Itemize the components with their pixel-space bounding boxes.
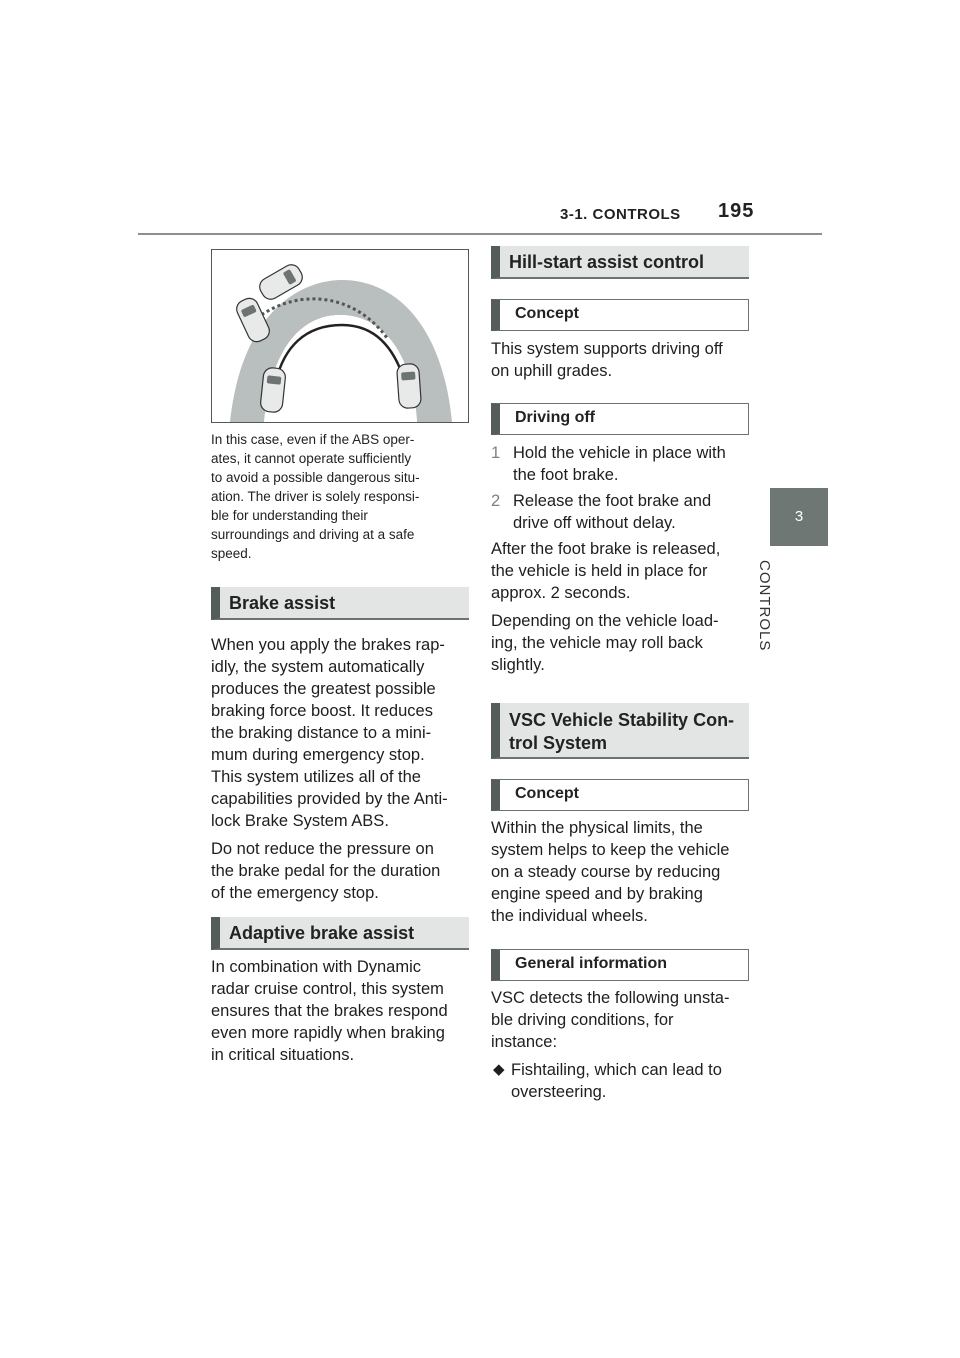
vsc-concept-paragraph: Within the physical limits, the system helps to keep the vehicle on a steady course by reducing engine speed and by braking the individual wheels. xyxy=(491,819,730,925)
bullet-icon: ◆ xyxy=(493,1061,505,1078)
page-number: 195 xyxy=(718,200,755,222)
subheading-vsc-concept: Concept xyxy=(491,779,749,811)
subheading-concept: Concept xyxy=(491,299,749,331)
hill-start-paragraph-2: Depending on the vehicle load- ing, the vehicle may roll back slightly. xyxy=(491,612,719,674)
heading-hill-start-assist: Hill-start assist control xyxy=(491,246,749,279)
heading-adaptive-brake-assist: Adaptive brake assist xyxy=(211,917,469,950)
step-item xyxy=(491,490,753,534)
step-text: Release the foot brake and drive off without delay. xyxy=(513,492,712,532)
brake-assist-paragraph-2: Do not reduce the pressure on the brake pedal for the duration of the emergency stop. xyxy=(211,840,441,902)
bullet-item xyxy=(491,1059,753,1103)
hill-start-steps xyxy=(491,442,753,682)
subheading-driving-off: Driving off xyxy=(491,403,749,435)
subheading-general-information: General information xyxy=(491,949,749,981)
chapter-label-text: CONTROLS xyxy=(756,560,773,652)
hill-start-paragraph-1: After the foot brake is released, the vehicle is held in place for approx. 2 seconds. xyxy=(491,540,721,602)
hill-start-concept-text xyxy=(491,338,753,388)
step-number: 1 xyxy=(491,444,501,462)
caption-text: In this case, even if the ABS oper- ates, it cannot operate sufficiently to avoid a possible dangerous situ- ation. The driver is solely responsi- ble for understanding their surroundings and driving at a safe speed. xyxy=(211,432,420,561)
adaptive-brake-assist-paragraph: In combination with Dynamic radar cruise control, this system ensures that the brakes respond even more rapidly when braking in critical situations. xyxy=(211,958,448,1064)
step-number: 2 xyxy=(491,492,501,510)
curve-road-drawing xyxy=(212,250,468,422)
chapter-tab: 3 xyxy=(770,488,828,546)
abs-curve-illustration xyxy=(211,249,469,423)
figure-caption xyxy=(211,430,471,563)
heading-vsc: VSC Vehicle Stability Con- trol System xyxy=(491,703,749,759)
bullet-text: Fishtailing, which can lead to oversteering. xyxy=(511,1061,722,1101)
vsc-general-text xyxy=(491,987,753,1103)
hill-start-concept-paragraph: This system supports driving off on uphill grades. xyxy=(491,340,723,380)
section-title: 3-1. CONTROLS xyxy=(560,206,681,223)
header-rule xyxy=(138,233,822,235)
step-item xyxy=(491,442,753,486)
vsc-general-paragraph: VSC detects the following unsta- ble driving conditions, for instance: xyxy=(491,989,730,1051)
step-text: Hold the vehicle in place with the foot brake. xyxy=(513,444,726,484)
chapter-label xyxy=(756,560,795,660)
brake-assist-paragraph-1: When you apply the brakes rap- idly, the system automatically produces the greatest possible braking force boost. It reduces the braking distance to a mini- mum during emergency stop. This system utilizes all of the capabilities provided by the Anti- lock Brake System ABS. xyxy=(211,636,448,830)
adaptive-brake-assist-body xyxy=(211,956,471,1072)
vsc-concept-text xyxy=(491,817,753,933)
heading-brake-assist: Brake assist xyxy=(211,587,469,620)
brake-assist-body xyxy=(211,634,471,910)
